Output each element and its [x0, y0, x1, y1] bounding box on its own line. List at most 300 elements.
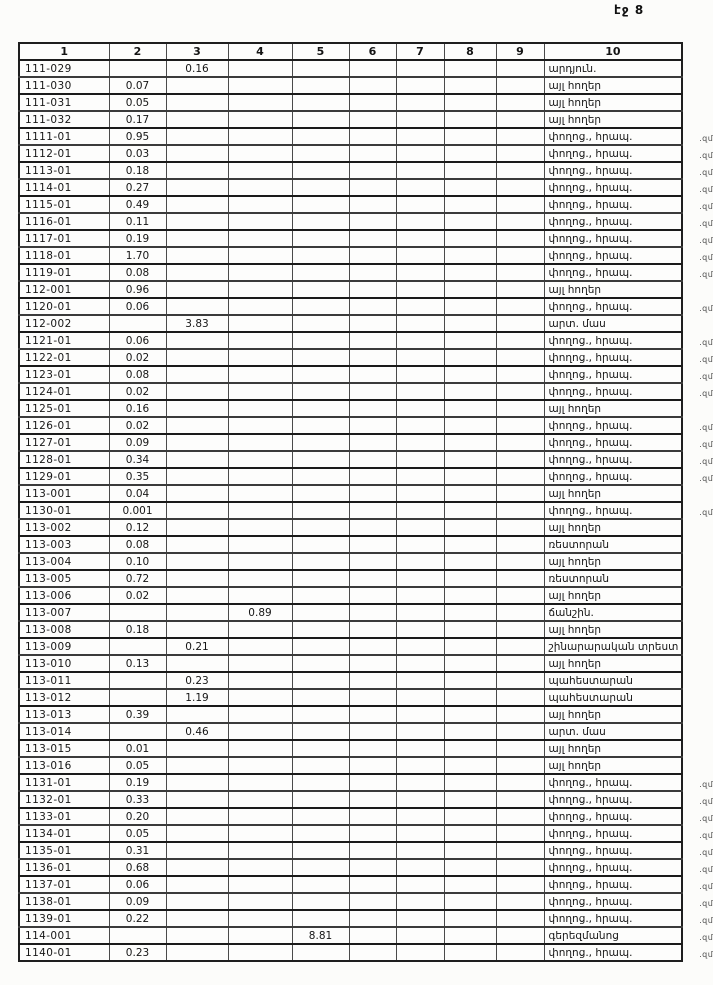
land-use-cell: փողոց., հրապ. .զմ	[544, 332, 682, 349]
land-use-cell: այլ հողեր	[544, 621, 682, 638]
land-use-cell: փողոց., հրապ. .զմ	[544, 825, 682, 842]
value-cell	[228, 587, 292, 604]
value-cell	[349, 706, 396, 723]
margin-note: .զմ	[699, 151, 713, 160]
value-cell: 0.33	[109, 791, 166, 808]
land-use-cell: այլ հողեր	[544, 740, 682, 757]
margin-note: .զմ	[699, 848, 713, 857]
value-cell	[166, 502, 228, 519]
margin-note: .զմ	[699, 916, 713, 925]
table-row	[19, 298, 682, 315]
value-cell	[349, 621, 396, 638]
value-cell	[444, 451, 496, 468]
value-cell	[349, 60, 396, 77]
value-cell	[444, 417, 496, 434]
value-cell: 0.05	[109, 825, 166, 842]
value-cell	[396, 519, 444, 536]
value-cell	[496, 553, 544, 570]
value-cell	[496, 281, 544, 298]
parcel-code-cell: 113-010	[19, 655, 109, 672]
land-use-cell: այլ հողեր	[544, 757, 682, 774]
value-cell	[396, 332, 444, 349]
margin-note: .զմ	[699, 899, 713, 908]
value-cell	[349, 111, 396, 128]
value-cell	[396, 383, 444, 400]
parcel-code-cell: 1113-01	[19, 162, 109, 179]
value-cell	[292, 315, 349, 332]
value-cell	[444, 910, 496, 927]
value-cell	[396, 417, 444, 434]
parcel-code-cell: 113-013	[19, 706, 109, 723]
value-cell	[496, 519, 544, 536]
value-cell	[228, 553, 292, 570]
table-row	[19, 502, 682, 519]
value-cell	[396, 587, 444, 604]
value-cell	[292, 774, 349, 791]
land-use-cell: փողոց., հրապ. .զմ	[544, 451, 682, 468]
value-cell: 0.27	[109, 179, 166, 196]
value-cell	[349, 77, 396, 94]
value-cell	[444, 842, 496, 859]
table-row	[19, 247, 682, 264]
column-header-3: 3	[166, 43, 228, 60]
value-cell	[292, 281, 349, 298]
value-cell	[166, 825, 228, 842]
value-cell: 0.22	[109, 910, 166, 927]
parcel-code-cell: 113-001	[19, 485, 109, 502]
value-cell	[496, 451, 544, 468]
value-cell	[292, 587, 349, 604]
table-row	[19, 94, 682, 111]
land-use-cell: պահեստարան	[544, 689, 682, 706]
land-use-cell: փողոց., հրապ. .զմ	[544, 383, 682, 400]
margin-note: .զմ	[699, 440, 713, 449]
value-cell	[228, 213, 292, 230]
value-cell	[292, 740, 349, 757]
land-use-cell: այլ հողեր	[544, 485, 682, 502]
value-cell	[349, 791, 396, 808]
value-cell	[166, 128, 228, 145]
value-cell	[292, 383, 349, 400]
value-cell	[349, 553, 396, 570]
value-cell	[166, 281, 228, 298]
column-header-10: 10	[544, 43, 682, 60]
value-cell	[496, 349, 544, 366]
value-cell	[349, 825, 396, 842]
value-cell	[109, 604, 166, 621]
table-row	[19, 332, 682, 349]
value-cell	[396, 672, 444, 689]
table-row	[19, 740, 682, 757]
value-cell	[396, 349, 444, 366]
value-cell: 0.12	[109, 519, 166, 536]
land-use-cell: փողոց., հրապ. .զմ	[544, 298, 682, 315]
value-cell	[444, 791, 496, 808]
margin-note: .զմ	[699, 865, 713, 874]
table-row	[19, 808, 682, 825]
value-cell	[349, 689, 396, 706]
value-cell: 0.05	[109, 757, 166, 774]
value-cell	[228, 910, 292, 927]
table-row	[19, 213, 682, 230]
value-cell	[349, 944, 396, 961]
land-use-cell: փողոց., հրապ. .զմ	[544, 808, 682, 825]
table-row	[19, 893, 682, 910]
margin-note: .զմ	[699, 389, 713, 398]
value-cell	[228, 281, 292, 298]
value-cell: 0.13	[109, 655, 166, 672]
table-row	[19, 604, 682, 621]
parcel-code-cell: 1114-01	[19, 179, 109, 196]
parcel-code-cell: 111-031	[19, 94, 109, 111]
parcel-code-cell: 113-009	[19, 638, 109, 655]
value-cell	[496, 791, 544, 808]
value-cell	[349, 94, 396, 111]
parcel-code-cell: 1118-01	[19, 247, 109, 264]
value-cell: 0.39	[109, 706, 166, 723]
margin-note: .զմ	[699, 270, 713, 279]
page-number-label: էջ 8	[614, 3, 645, 17]
table-row	[19, 570, 682, 587]
value-cell	[228, 842, 292, 859]
value-cell	[228, 621, 292, 638]
value-cell	[109, 60, 166, 77]
value-cell	[109, 689, 166, 706]
land-parcel-table	[18, 42, 713, 962]
land-use-cell: ռեստորան	[544, 536, 682, 553]
parcel-code-cell: 1117-01	[19, 230, 109, 247]
value-cell	[496, 655, 544, 672]
parcel-code-cell: 113-012	[19, 689, 109, 706]
value-cell	[444, 298, 496, 315]
value-cell	[228, 468, 292, 485]
value-cell	[292, 451, 349, 468]
value-cell	[228, 757, 292, 774]
value-cell: 0.16	[109, 400, 166, 417]
value-cell	[349, 247, 396, 264]
value-cell	[166, 944, 228, 961]
margin-note: .զմ	[699, 372, 713, 381]
value-cell	[396, 145, 444, 162]
value-cell	[444, 332, 496, 349]
value-cell	[228, 893, 292, 910]
value-cell	[349, 536, 396, 553]
parcel-code-cell: 113-008	[19, 621, 109, 638]
value-cell	[496, 638, 544, 655]
land-use-cell: ճանշին.	[544, 604, 682, 621]
value-cell	[496, 672, 544, 689]
table-row	[19, 281, 682, 298]
value-cell	[496, 332, 544, 349]
value-cell	[292, 298, 349, 315]
value-cell	[444, 944, 496, 961]
value-cell	[292, 111, 349, 128]
value-cell: 0.001	[109, 502, 166, 519]
parcel-code-cell: 113-015	[19, 740, 109, 757]
land-use-cell: փողոց., հրապ. .զմ	[544, 230, 682, 247]
value-cell	[444, 706, 496, 723]
column-header-7: 7	[396, 43, 444, 60]
land-use-cell: փողոց., հրապ. .զմ	[544, 791, 682, 808]
value-cell	[349, 196, 396, 213]
value-cell	[444, 723, 496, 740]
value-cell	[166, 196, 228, 213]
value-cell: 0.89	[228, 604, 292, 621]
table-body	[19, 60, 713, 961]
value-cell	[166, 655, 228, 672]
value-cell	[166, 553, 228, 570]
table-row	[19, 723, 682, 740]
value-cell	[166, 536, 228, 553]
value-cell	[228, 808, 292, 825]
value-cell	[396, 179, 444, 196]
parcel-code-cell: 1111-01	[19, 128, 109, 145]
value-cell	[496, 910, 544, 927]
value-cell	[292, 689, 349, 706]
parcel-code-cell: 1136-01	[19, 859, 109, 876]
land-use-cell: այլ հողեր	[544, 400, 682, 417]
table-row	[19, 77, 682, 94]
parcel-code-cell: 1127-01	[19, 434, 109, 451]
value-cell	[228, 298, 292, 315]
land-use-cell: այլ հողեր	[544, 281, 682, 298]
value-cell	[349, 179, 396, 196]
value-cell: 0.18	[109, 621, 166, 638]
value-cell	[444, 519, 496, 536]
value-cell	[292, 162, 349, 179]
value-cell	[349, 281, 396, 298]
value-cell	[444, 179, 496, 196]
table-row	[19, 400, 682, 417]
land-use-cell: գերեզմանոց .զմ	[544, 927, 682, 944]
value-cell: 0.05	[109, 94, 166, 111]
value-cell	[166, 468, 228, 485]
value-cell	[349, 230, 396, 247]
value-cell	[444, 60, 496, 77]
value-cell	[396, 570, 444, 587]
value-cell	[228, 332, 292, 349]
value-cell	[349, 485, 396, 502]
value-cell	[496, 536, 544, 553]
value-cell: 0.19	[109, 774, 166, 791]
value-cell	[349, 213, 396, 230]
land-use-cell: փողոց., հրապ. .զմ	[544, 876, 682, 893]
column-header-9: 9	[496, 43, 544, 60]
parcel-code-cell: 113-005	[19, 570, 109, 587]
value-cell	[444, 128, 496, 145]
value-cell	[444, 893, 496, 910]
value-cell	[228, 944, 292, 961]
value-cell: 0.02	[109, 417, 166, 434]
parcel-code-cell: 112-001	[19, 281, 109, 298]
value-cell	[349, 264, 396, 281]
table-row	[19, 485, 682, 502]
value-cell	[396, 553, 444, 570]
margin-note: .զմ	[699, 253, 713, 262]
value-cell	[496, 723, 544, 740]
value-cell	[349, 927, 396, 944]
land-use-cell: այլ հողեր	[544, 587, 682, 604]
table-row	[19, 689, 682, 706]
margin-note: .զմ	[699, 457, 713, 466]
value-cell	[349, 740, 396, 757]
value-cell	[496, 247, 544, 264]
value-cell	[349, 587, 396, 604]
land-use-cell: փողոց., հրապ. .զմ	[544, 162, 682, 179]
value-cell	[496, 825, 544, 842]
value-cell: 0.16	[166, 60, 228, 77]
value-cell: 0.18	[109, 162, 166, 179]
value-cell	[444, 927, 496, 944]
value-cell	[396, 315, 444, 332]
value-cell: 0.17	[109, 111, 166, 128]
margin-note: .զմ	[699, 219, 713, 228]
parcel-code-cell: 1123-01	[19, 366, 109, 383]
value-cell	[444, 162, 496, 179]
margin-note: .զմ	[699, 933, 713, 942]
table-row	[19, 417, 682, 434]
value-cell	[349, 383, 396, 400]
value-cell	[496, 893, 544, 910]
value-cell	[396, 706, 444, 723]
value-cell	[166, 791, 228, 808]
value-cell	[292, 621, 349, 638]
table-row	[19, 315, 682, 332]
value-cell	[166, 400, 228, 417]
value-cell	[349, 349, 396, 366]
value-cell	[349, 519, 396, 536]
value-cell	[228, 400, 292, 417]
value-cell	[349, 332, 396, 349]
value-cell	[166, 332, 228, 349]
table-row	[19, 349, 682, 366]
value-cell	[396, 825, 444, 842]
value-cell	[396, 281, 444, 298]
value-cell	[396, 910, 444, 927]
value-cell	[166, 485, 228, 502]
value-cell	[292, 910, 349, 927]
value-cell	[396, 128, 444, 145]
value-cell	[396, 876, 444, 893]
land-use-cell: փողոց., հրապ. .զմ	[544, 468, 682, 485]
value-cell	[444, 281, 496, 298]
value-cell	[444, 553, 496, 570]
value-cell	[228, 179, 292, 196]
value-cell	[228, 315, 292, 332]
table-row	[19, 111, 682, 128]
value-cell	[496, 94, 544, 111]
value-cell	[496, 111, 544, 128]
value-cell	[496, 417, 544, 434]
parcel-code-cell: 113-016	[19, 757, 109, 774]
value-cell	[228, 451, 292, 468]
value-cell	[166, 366, 228, 383]
value-cell	[396, 740, 444, 757]
parcel-code-cell: 1128-01	[19, 451, 109, 468]
land-use-cell: այլ հողեր	[544, 655, 682, 672]
parcel-code-cell: 113-002	[19, 519, 109, 536]
table-row	[19, 179, 682, 196]
value-cell	[166, 179, 228, 196]
parcel-code-cell: 111-029	[19, 60, 109, 77]
value-cell	[292, 876, 349, 893]
value-cell	[228, 230, 292, 247]
parcel-code-cell: 1137-01	[19, 876, 109, 893]
value-cell	[292, 604, 349, 621]
value-cell	[349, 774, 396, 791]
margin-note: .զմ	[699, 814, 713, 823]
value-cell: 0.20	[109, 808, 166, 825]
value-cell: 0.09	[109, 893, 166, 910]
value-cell: 0.08	[109, 366, 166, 383]
value-cell	[228, 434, 292, 451]
value-cell	[292, 366, 349, 383]
margin-note: .զմ	[699, 882, 713, 891]
value-cell	[292, 842, 349, 859]
value-cell	[292, 655, 349, 672]
value-cell	[349, 417, 396, 434]
value-cell	[496, 383, 544, 400]
value-cell	[496, 213, 544, 230]
value-cell	[166, 264, 228, 281]
value-cell	[349, 757, 396, 774]
value-cell	[444, 145, 496, 162]
value-cell: 0.08	[109, 536, 166, 553]
value-cell: 0.72	[109, 570, 166, 587]
value-cell	[496, 689, 544, 706]
value-cell	[228, 111, 292, 128]
value-cell	[292, 485, 349, 502]
value-cell	[496, 808, 544, 825]
table-row	[19, 621, 682, 638]
value-cell	[228, 145, 292, 162]
table-row	[19, 757, 682, 774]
parcel-code-cell: 1139-01	[19, 910, 109, 927]
value-cell	[292, 128, 349, 145]
value-cell	[166, 570, 228, 587]
value-cell	[496, 468, 544, 485]
value-cell	[292, 230, 349, 247]
value-cell	[292, 570, 349, 587]
value-cell: 0.49	[109, 196, 166, 213]
margin-note: .զմ	[699, 168, 713, 177]
value-cell	[444, 689, 496, 706]
value-cell	[228, 196, 292, 213]
value-cell	[228, 536, 292, 553]
value-cell	[496, 757, 544, 774]
value-cell: 0.04	[109, 485, 166, 502]
value-cell	[396, 94, 444, 111]
value-cell	[292, 859, 349, 876]
margin-note: .զմ	[699, 185, 713, 194]
value-cell	[496, 502, 544, 519]
value-cell	[228, 94, 292, 111]
table-row	[19, 434, 682, 451]
value-cell	[496, 485, 544, 502]
value-cell	[228, 349, 292, 366]
value-cell	[349, 366, 396, 383]
land-use-cell: փողոց., հրապ. .զմ	[544, 366, 682, 383]
value-cell	[444, 502, 496, 519]
parcel-code-cell: 1119-01	[19, 264, 109, 281]
value-cell: 0.02	[109, 349, 166, 366]
parcel-code-cell: 1138-01	[19, 893, 109, 910]
value-cell	[292, 944, 349, 961]
value-cell	[292, 893, 349, 910]
column-header-5: 5	[292, 43, 349, 60]
value-cell: 0.34	[109, 451, 166, 468]
table-row	[19, 553, 682, 570]
